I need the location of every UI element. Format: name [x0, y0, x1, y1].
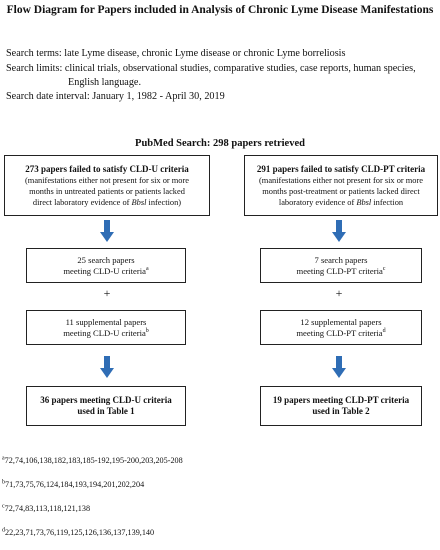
- search-date-value: January 1, 1982 - April 30, 2019: [92, 91, 225, 102]
- right-failed-line-1: (manifestations either not present for six or more: [259, 175, 423, 185]
- right-supp-line-1: 12 supplemental papers: [300, 316, 382, 327]
- search-limits-label: Search limits:: [6, 63, 63, 74]
- right-supplemental-box: [260, 310, 422, 345]
- left-final-line-1: 36 papers meeting CLD-U criteria: [40, 394, 172, 405]
- right-search-box: [260, 248, 422, 283]
- right-search-line-2: meeting CLD-PT criteria: [296, 265, 383, 276]
- left-search-line-2: meeting CLD-U criteria: [63, 265, 146, 276]
- search-limits-value: clinical trials, observational studies, comparative studies, case reports, human species,: [64, 63, 416, 74]
- right-arrow-2: [332, 356, 346, 378]
- footnote-b: $^b$71,73,75,76,124,184,193,194,201,202,204: [2, 479, 145, 489]
- right-search-sup: c: [382, 265, 386, 272]
- right-failed-box: [244, 155, 438, 216]
- right-supp-sup: d: [382, 327, 386, 334]
- left-final-box: [26, 386, 186, 426]
- search-limits-line: [6, 62, 416, 75]
- left-failed-title: 273 papers failed to satisfy CLD-U criteria: [25, 163, 189, 174]
- right-plus-sign: +: [335, 286, 343, 300]
- left-arrow-1: [100, 220, 114, 242]
- left-search-sup: a: [145, 265, 149, 272]
- right-supp-line-2: meeting CLD-PT criteria: [296, 327, 383, 338]
- left-failed-line-3a: direct laboratory evidence of: [32, 197, 132, 207]
- right-failed-line-3-italic: Bbsl: [356, 197, 372, 207]
- right-failed-line-3a: laboratory evidence of: [278, 197, 357, 207]
- left-supplemental-box: [26, 310, 186, 345]
- left-failed-box: [4, 155, 210, 216]
- right-final-line-2: used in Table 2: [312, 406, 370, 416]
- left-search-box: [26, 248, 186, 283]
- left-plus-sign: +: [103, 286, 111, 300]
- left-failed-line-3b: infection): [146, 197, 182, 207]
- left-failed-line-1: (manifestations either not present for six or more: [25, 175, 189, 185]
- search-terms-line: [6, 47, 345, 60]
- footnote-d: $^d$22,23,71,73,76,119,125,126,136,137,139,140: [2, 527, 155, 537]
- left-search-line-1: 25 search papers: [77, 254, 135, 265]
- right-final-line-1: 19 papers meeting CLD-PT criteria: [272, 394, 410, 405]
- left-failed-line-3-italic: Bbsl: [131, 197, 147, 207]
- footnote-a: $^a$72,74,106,138,182,183,185-192,195-200,203,205-208: [2, 455, 183, 465]
- left-supp-line-1: 11 supplemental papers: [65, 316, 147, 327]
- right-failed-line-3b: infection: [371, 197, 404, 207]
- search-limits-line-2: English language.: [68, 77, 141, 88]
- right-arrow-1: [332, 220, 346, 242]
- left-supp-line-2: meeting CLD-U criteria: [63, 327, 146, 338]
- pubmed-search-heading: PubMed Search: 298 papers retrieved: [135, 138, 305, 149]
- left-supp-sup: b: [145, 327, 149, 334]
- left-failed-line-2: months in untreated patients or patients lacked: [29, 186, 185, 196]
- search-date-label: Search date interval:: [6, 91, 90, 102]
- right-final-box: [260, 386, 422, 426]
- search-terms-label: Search terms:: [6, 48, 62, 59]
- diagram-title: Flow Diagram for Papers included in Analysis of Chronic Lyme Disease Manifestations: [6, 4, 434, 16]
- right-failed-line-2: months post-treatment or patients lacked direct: [262, 186, 420, 196]
- search-date-line: [6, 90, 225, 103]
- search-terms-value: late Lyme disease, chronic Lyme disease or chronic Lyme borreliosis: [64, 48, 346, 59]
- right-failed-title: 291 papers failed to satisfy CLD-PT criteria: [256, 163, 426, 174]
- right-search-line-1: 7 search papers: [314, 254, 368, 265]
- left-final-line-2: used in Table 1: [77, 406, 135, 416]
- footnote-c: $^c$72,74,83,113,118,121,138: [2, 503, 91, 513]
- left-arrow-2: [100, 356, 114, 378]
